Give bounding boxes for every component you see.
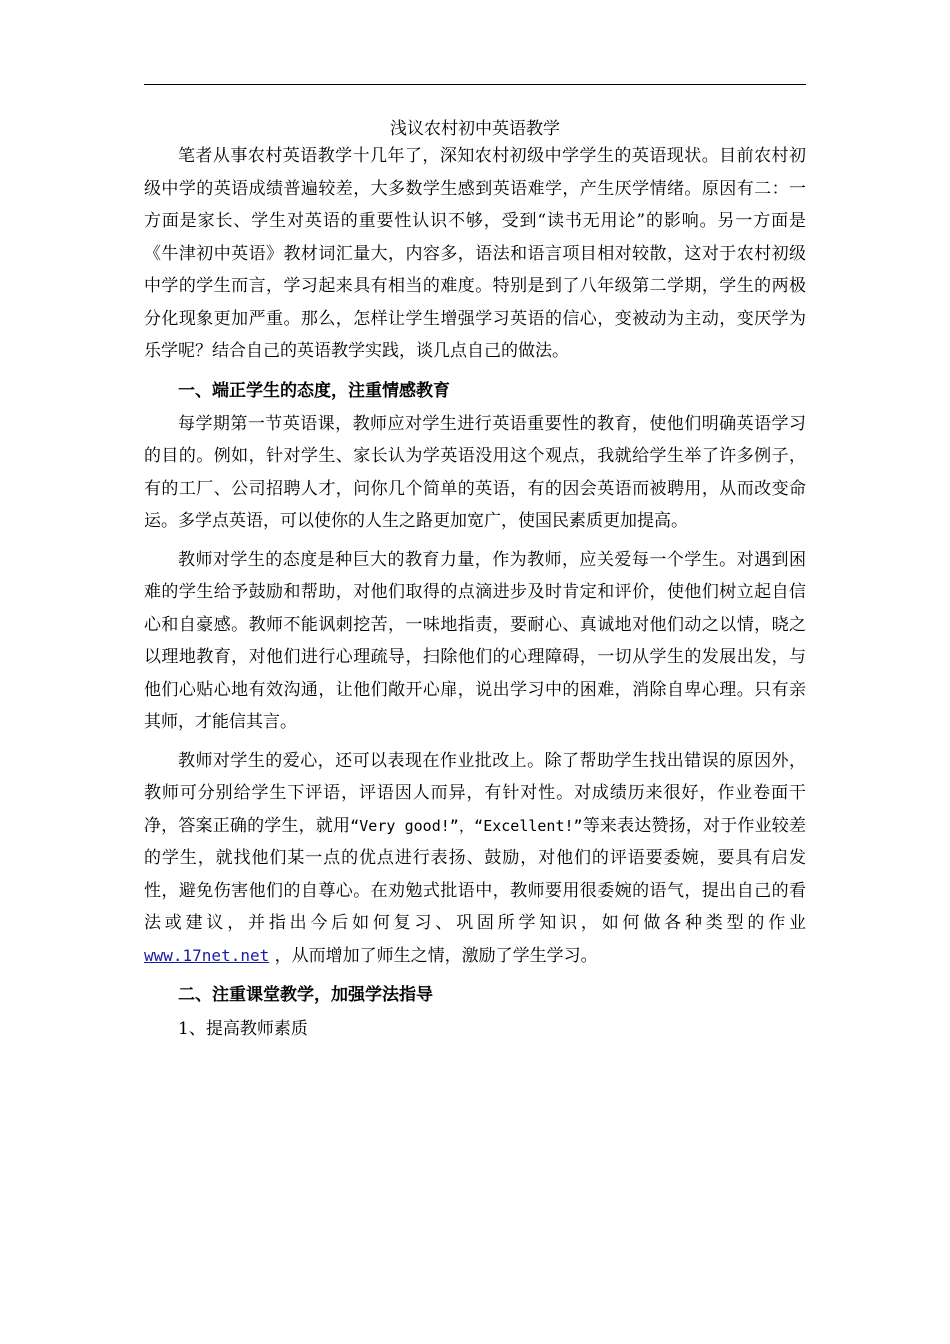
- intro-paragraph: 笔者从事农村英语教学十几年了，深知农村初级中学学生的英语现状。目前农村初级中学的英语成绩普遍较差，大多数学生感到英语难学，产生厌学情绪。原因有二：一方面是家长、学生对英语的重要性认识不够，受到“读书无用论”的影响。另一方面是《牛津初中英语》教材词汇量大，内容多，语法和语言项目相对较散，这对于农村初级中学的学生而言，学习起来具有相当的难度。特别是到了八年级第二学期，学生的两极分化现象更加严重。那么，怎样让学生增强学习英语的信心，变被动为主动，变厌学为乐学呢？结合自己的英语教学实践，谈几点自己的做法。: [144, 146, 806, 361]
- document-title: 浅议农村初中英语教学: [390, 119, 560, 139]
- section2-heading: 二、注重课堂教学，加强学法指导: [178, 985, 433, 1005]
- website-link[interactable]: www.17net.net: [144, 945, 270, 965]
- section1-heading: 一、端正学生的态度，注重情感教育: [178, 380, 450, 401]
- section1-paragraph-1: 每学期第一节英语课，教师应对学生进行英语重要性的教育，使他们明确英语学习的目的。例如，针对学生、家长认为学英语没用这个观点，我就给学生举了许多例子，有的工厂、公司招聘人才，问你几个简单的英语，有的因会英语而被聘用，从而改变命运。多学点英语，可以使你的人生之路更加宽广，使国民素质更加提高。: [144, 413, 806, 531]
- p3-english-praise: “Very good!”，“Excellent!”: [350, 816, 583, 835]
- p3-text-a: 教师对学生的爱心，还可以表现在作业批改上。除了帮助学生找出错误的原因外，教师可分别给学生下评语，评语因人而异，有针对性。对成绩历来很好，作业卷面干净，答案正确的学生，就用: [144, 750, 806, 836]
- section2-subheading-1: 1、提高教师素质: [178, 1019, 308, 1039]
- header-rule: [144, 84, 806, 85]
- document-body: [144, 118, 806, 1046]
- p3-text-c: ，从而增加了师生之情，激励了学生学习。: [269, 945, 598, 966]
- section1-paragraph-2: 教师对学生的态度是种巨大的教育力量，作为教师，应关爱每一个学生。对遇到困难的学生给予鼓励和帮助，对他们取得的点滴进步及时肯定和评价，使他们树立起自信心和自豪感。教师不能讽刺挖苦，一味地指责，要耐心、真诚地对他们动之以情，晓之以理地教育，对他们进行心理疏导，扫除他们的心理障碍，一切从学生的发展出发，与他们心贴心地有效沟通，让他们敞开心扉，说出学习中的困难，消除自卑心理。只有亲其师，才能信其言。: [144, 549, 806, 732]
- section1-paragraph-3: [144, 745, 806, 973]
- p3-text-b: 等来表达赞扬，对于作业较差的学生，就找他们某一点的优点进行表扬、鼓励，对他们的评语要委婉，要具有启发性，避免伤害他们的自尊心。在劝勉式批语中，教师要用很委婉的语气，提出自己的看法或建议，并指出今后如何复习、巩固所学知识，如何做各种类型的作业: [144, 815, 806, 933]
